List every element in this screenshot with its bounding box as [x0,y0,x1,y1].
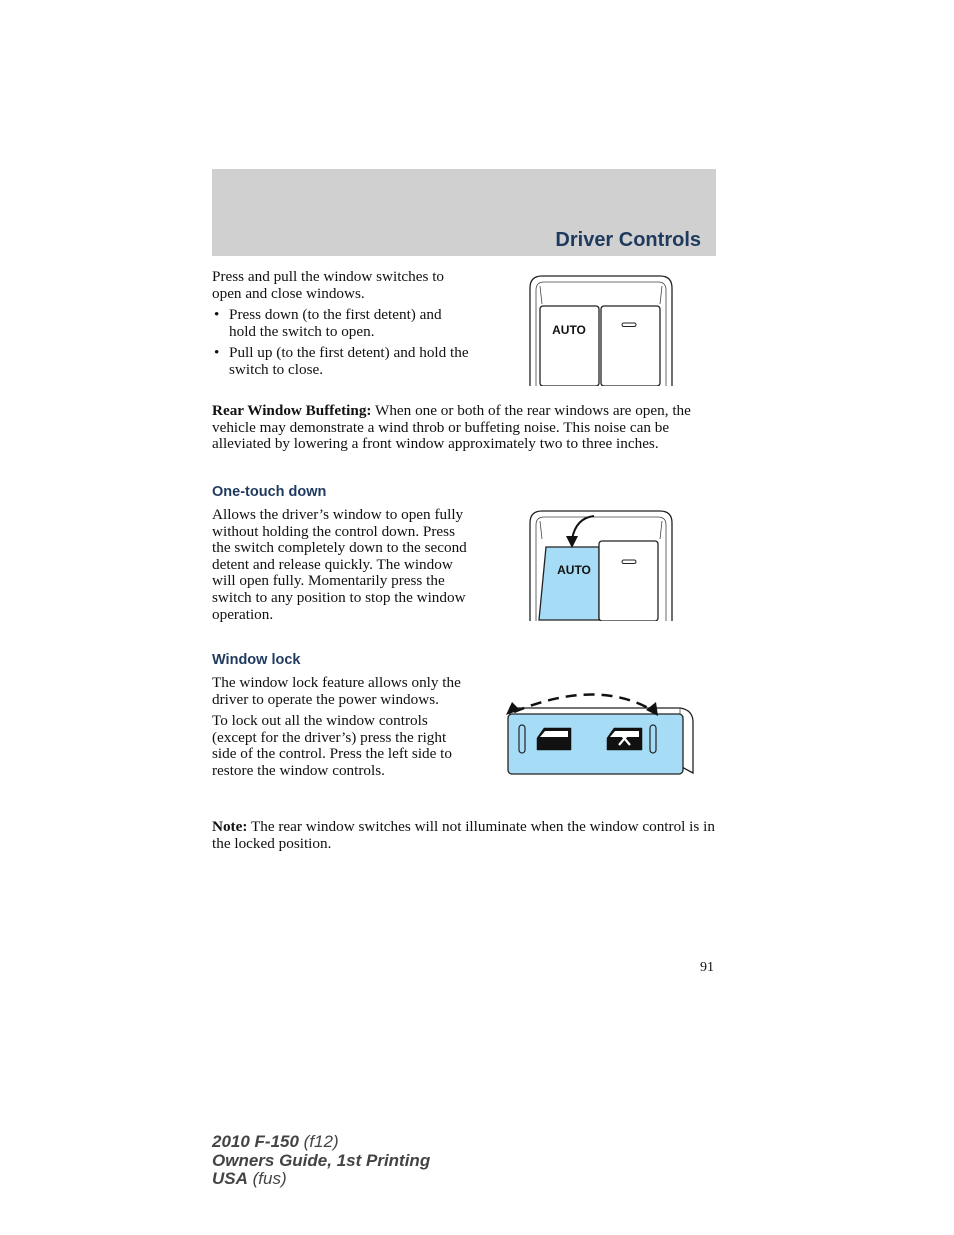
lock-switch-body [508,714,683,774]
auto-label: AUTO [552,323,586,337]
footer-market: USA [212,1169,248,1188]
note-paragraph [212,819,716,852]
note-label: Note: [212,818,248,835]
buffeting-paragraph [212,403,716,453]
window-lock-illustration [500,688,696,778]
footer [212,1133,430,1189]
footer-model: 2010 F-150 [212,1132,299,1151]
window-lock-text [212,675,472,780]
page-number: 91 [700,960,714,975]
window-lock-instructions: To lock out all the window controls (except for the driver’s) press the right side of the control. Press the left side to restore the window controls. [212,712,452,779]
buffeting-label: Rear Window Buffeting: [212,402,372,419]
window-lock-heading: Window lock [212,652,301,668]
intro-paragraph: Press and pull the window switches to open and close windows. [212,268,445,302]
pressed-auto-switch [539,547,599,620]
passenger-switch [601,306,660,386]
footer-model-code: (f12) [298,1132,339,1151]
window-lock-paragraph: The window lock feature allows only the driver to operate the power windows. [212,674,461,708]
note-text: The rear window switches will not illuminate when the window control is in the locked position. [212,818,715,852]
auto-switch [540,306,599,386]
section-title: Driver Controls [555,229,701,251]
footer-market-code: (fus) [247,1169,287,1188]
list-item: • Press down (to the first detent) and hold the switch to open. [212,307,472,340]
window-switch-instructions [212,269,472,384]
press-arrow-icon [572,516,594,539]
one-touch-heading: One-touch down [212,484,327,500]
instruction-list [212,307,472,378]
one-touch-paragraph: Allows the driver’s window to open fully without holding the control down. Press the switch completely down to the second detent and release quickly. The window will open fully. Momentarily press the switch to any position to stop the window operation. [212,506,467,623]
section-header-band [212,169,716,256]
passenger-switch [599,541,658,621]
footer-printing: Owners Guide, 1st Printing [212,1150,431,1170]
auto-label: AUTO [557,563,591,577]
buffeting-text: When one or both of the rear windows are open, the vehicle may demonstrate a wind throb or buffeting noise. This noise can be alleviated by lowering a front window approximately two to three inches. [212,402,691,453]
window-switch-illustration [528,274,674,386]
list-item: • Pull up (to the first detent) and hold the switch to close. [212,345,472,378]
one-touch-illustration [528,509,674,621]
